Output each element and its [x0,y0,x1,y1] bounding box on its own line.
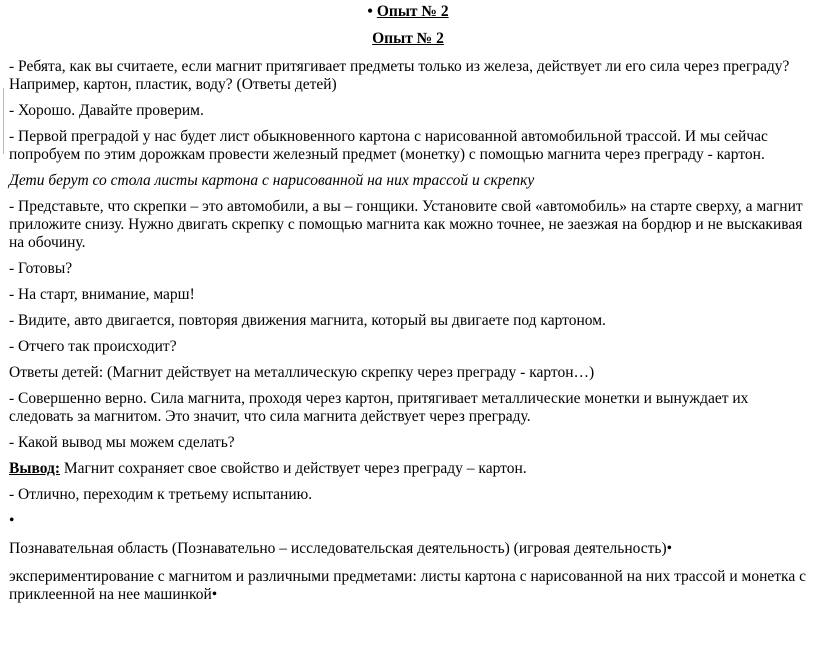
paragraph-7: - На старт, внимание, марш! [9,286,195,303]
final-line: - Отлично, переходим к третьему испытанию. [9,486,313,503]
conclusion-label: Вывод: [9,460,61,477]
bullet-line [9,512,807,530]
conclusion-text: Магнит сохраняет свое свойство и действует через преграду – картон. [60,460,527,477]
heading-top [9,3,807,21]
paragraph-3: - Первой преградой у нас будет лист обыкновенного картона с нарисованной автомобильной трассой. И мы сейчас попробуем по этим дорожкам провести железный предмет (монетку) с помощью магнита через преграду - картон. [9,128,768,163]
experiment-line-text: экспериментирование с магнитом и различными предметами: листы картона с нарисованной на них трассой и монетка с приклеенной на нее машинкой [9,568,806,603]
paragraph-2: - Хорошо. Давайте проверим. [9,102,204,119]
heading: Опыт № 2 [372,30,444,47]
paragraph-11: - Совершенно верно. Сила магнита, проходя через картон, притягивает металлические монетки и вынуждает их следовать за магнитом. Это значит, что сила магнита действует через преграду. [9,390,749,425]
paragraph-6: - Готовы? [9,260,73,277]
paragraph-1: - Ребята, как вы считаете, если магнит притягивает предметы только из железа, действует ли его сила через преграду? Например, картон, пластик, воду? (Ответы детей) [9,58,790,93]
paragraph-5: - Представьте, что скрепки – это автомобили, а вы – гонщики. Установите свой «автомобиль» на старте сверху, а магнит приложите снизу. Нужно двигать скрепку с помощью магнита как можно точнее, не заезжая на бордюр и не выскакивая на обочину. [9,198,803,251]
area-line [9,540,807,558]
margin-line [3,88,4,154]
paragraph-8: - Видите, авто двигается, повторяя движения магнита, который вы двигаете под картоном. [9,312,606,329]
heading-top-text: Опыт № 2 [376,3,449,20]
conclusion [9,460,807,478]
area-line-text: Познавательная область (Познавательно – исследовательская деятельность) (игровая деятельность) [9,540,667,557]
document-page [9,0,807,604]
paragraph-9: - Отчего так происходит? [9,338,177,355]
bullet-icon: • [367,3,373,20]
paragraph-4-italic: Дети берут со стола листы картона с нарисованной на них трассой и скрепку [9,172,535,189]
experiment-line [9,568,807,604]
bullet-icon: • [211,586,218,603]
bullet-icon: • [666,540,673,557]
bullet-icon: • [9,512,15,529]
paragraph-10: Ответы детей: (Магнит действует на металлическую скрепку через преграду - картон…) [9,364,595,381]
paragraph-12: - Какой вывод мы можем сделать? [9,434,235,451]
